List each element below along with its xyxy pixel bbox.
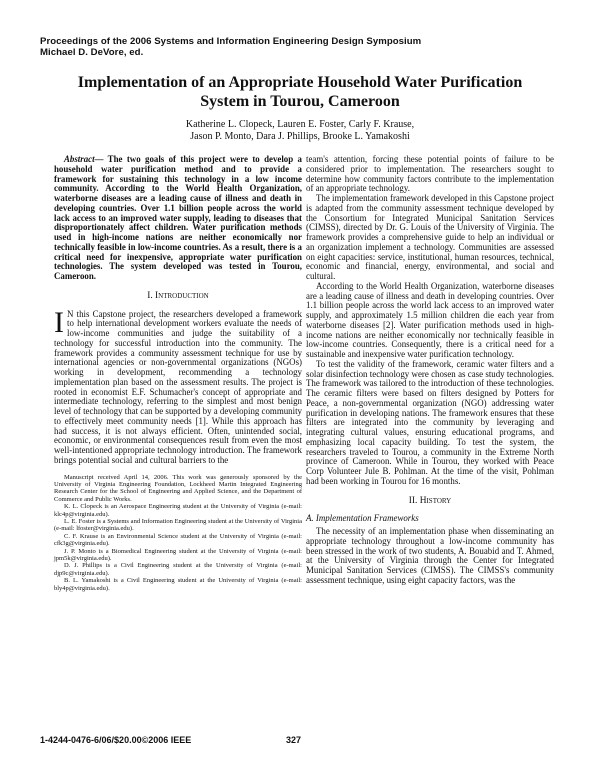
paper-title-line-2: System in Tourou, Cameroon xyxy=(200,92,400,110)
proceedings-editor: Michael D. DeVore, ed. xyxy=(40,47,144,58)
abstract xyxy=(54,155,302,282)
right-column xyxy=(306,155,554,586)
footnote: K. L. Clopeck is an Aerospace Engineering student at the University of Virginia (e-mail: klc4p@virginia.edu). xyxy=(54,503,302,518)
page-number: 327 xyxy=(286,735,302,745)
footnote: D. J. Phillips is a Civil Engineering student at the University of Virginia (e-mail: djp9c@virginia.edu). xyxy=(54,562,302,577)
footnote: Manuscript received April 14, 2006. This work was generously sponsored by the University of Virginia Engineering Foundation, Lockheed Martin Integrated Engineering Research Center for the School of Engineering and Applied Science, and the Department of Commerce and Public Works. xyxy=(54,473,302,503)
footnote: J. P. Monto is a Biomedical Engineering student at the University of Virginia (e-mail: jpm5k@virginia.edu). xyxy=(54,547,302,562)
paper-title-line-1: Implementation of an Appropriate Household Water Purification xyxy=(77,74,523,91)
drop-cap: I xyxy=(54,305,64,339)
section-heading-introduction: I. Introduction xyxy=(147,290,209,301)
intro-paragraph-text: N this Capstone project, the researchers developed a framework to help international development workers evaluate the needs of low-income communities and judge the suitability of a technology for successful introduction into the community. The framework provides a community assessment technique for use by international agencies or non-governmental organizations (NGOs) working in development, recommending a technology implementation plan based on the assessment results. The project is rooted in economist E.F. Schumacher's concept of appropriate and intermediate technology, referring to the simplest and most benign level of technology that can be supported by a developing community to effectively meet community needs [1]. While this approach has had success, it is not always efficient. Often, unintended social, economic, or environmental consequences result from even the most well-intentioned appropriate technology introduction. The framework brings potential social and cultural barriers to the xyxy=(54,308,302,465)
body-paragraph: The necessity of an implementation phase when disseminating an appropriate technology throughout a low-income community has been stressed in the work of two students, A. Bouabid and T. Ahmed, at the University of Virginia through the Center for Integrated Municipal Sanitation Services (CIMSS). The CIMSS's community assessment technique, using eight capacity factors, was the xyxy=(306,526,554,585)
intro-paragraph xyxy=(54,305,302,466)
author-line-2: Jason P. Monto, Dara J. Phillips, Brooke L. Yamakoshi xyxy=(190,131,410,142)
body-paragraph: According to the World Health Organization, waterborne diseases are a leading cause of illness and death in developing countries. Over 1.1 billion people across the world lack access to an improved water supply, and approximately 1.5 million children die each year from waterborne diseases [2]. Water purification methods used in high-income nations are neither economically nor technically feasible in low-income countries. Consequently, there is a critical need for a sustainable and inexpensive water purification technology. xyxy=(306,280,554,359)
left-column xyxy=(54,155,302,592)
footnote: C. F. Krause is an Environmental Science student at the University of Virginia (e-mail: cfk3g@virginia.edu). xyxy=(54,532,302,548)
proceedings-header xyxy=(40,36,421,58)
author-list xyxy=(40,119,560,143)
body-paragraph: team's attention, forcing these potential points of failure to be considered prior to implementation. The researchers sought to determine how community factors contribute to the implementation of an appropriate technology. xyxy=(306,154,554,194)
abstract-label: Abstract— xyxy=(64,154,104,164)
body-paragraph: To test the validity of the framework, ceramic water filters and a solar disinfection technology were chosen as case study technologies. The framework was tailored to the introduction of these technologies. The ceramic filters were based on filters designed by Potters for Peace, a non-governmental organization (NGO) addressing water purification in developing nations. The framework ensures that these filters are integrated into the community by leveraging and integrating cultural values, ensuring educational programs, and emphasizing local capacity building. To test the system, the researchers traveled to Tourou, a community in the Extreme North province of Cameroon. While in Tourou, they worked with Peace Corp Volunteer Jule B. Pohlman. At the time of the visit, Pohlman had been working in Tourou for 16 months. xyxy=(306,358,554,486)
paper-title xyxy=(40,74,560,111)
footnote: B. L. Yamakoshi is a Civil Engineering student at the University of Virginia (e-mail: bly4p@virginia.edu). xyxy=(54,577,302,592)
footer-isbn: 1-4244-0476-6/06/$20.00©2006 IEEE xyxy=(40,735,192,745)
subsection-heading: A. Implementation Frameworks xyxy=(306,513,419,524)
footnote: L. E. Foster is a Systems and Information Engineering student at the University of Virginia (e-mail: lfoster@virginia.edu). xyxy=(54,517,302,533)
author-line-1: Katherine L. Clopeck, Lauren E. Foster, Carly F. Krause, xyxy=(185,119,415,130)
body-paragraph: The implementation framework developed in this Capstone project is adapted from the community assessment technique developed by the Consortium for Integrated Municipal Sanitation Services (CIMSS), directed by Dr. G. Louis of the University of Virginia. The framework provides a comprehensive guide to help an individual or an organization implement a technology. Communities are assessed on eight capacities: service, institutional, human resources, technical, economic and financial, energy, environmental, and social and cultural. xyxy=(306,193,554,281)
proceedings-title: Proceedings of the 2006 Systems and Information Engineering Design Symposium xyxy=(40,36,422,47)
footnotes xyxy=(54,474,302,593)
abstract-text: The two goals of this project were to develop a household water purification method and to provide a framework for sustaining this technology in a low income community. According to the World Health Organization, waterborne diseases are a leading cause of illness and death in developing countries. Over 1.1 billion people across the world lack access to an improved water supply, leading to diseases that disproportionately affect children. Water purification methods used in high-income nations are neither economically nor technically feasible in low-income countries. As a result, there is a critical need for inexpensive, appropriate water purification technologies. The system developed was tested in Tourou, Cameroon. xyxy=(54,154,302,281)
section-heading-history: II. History xyxy=(408,495,452,506)
